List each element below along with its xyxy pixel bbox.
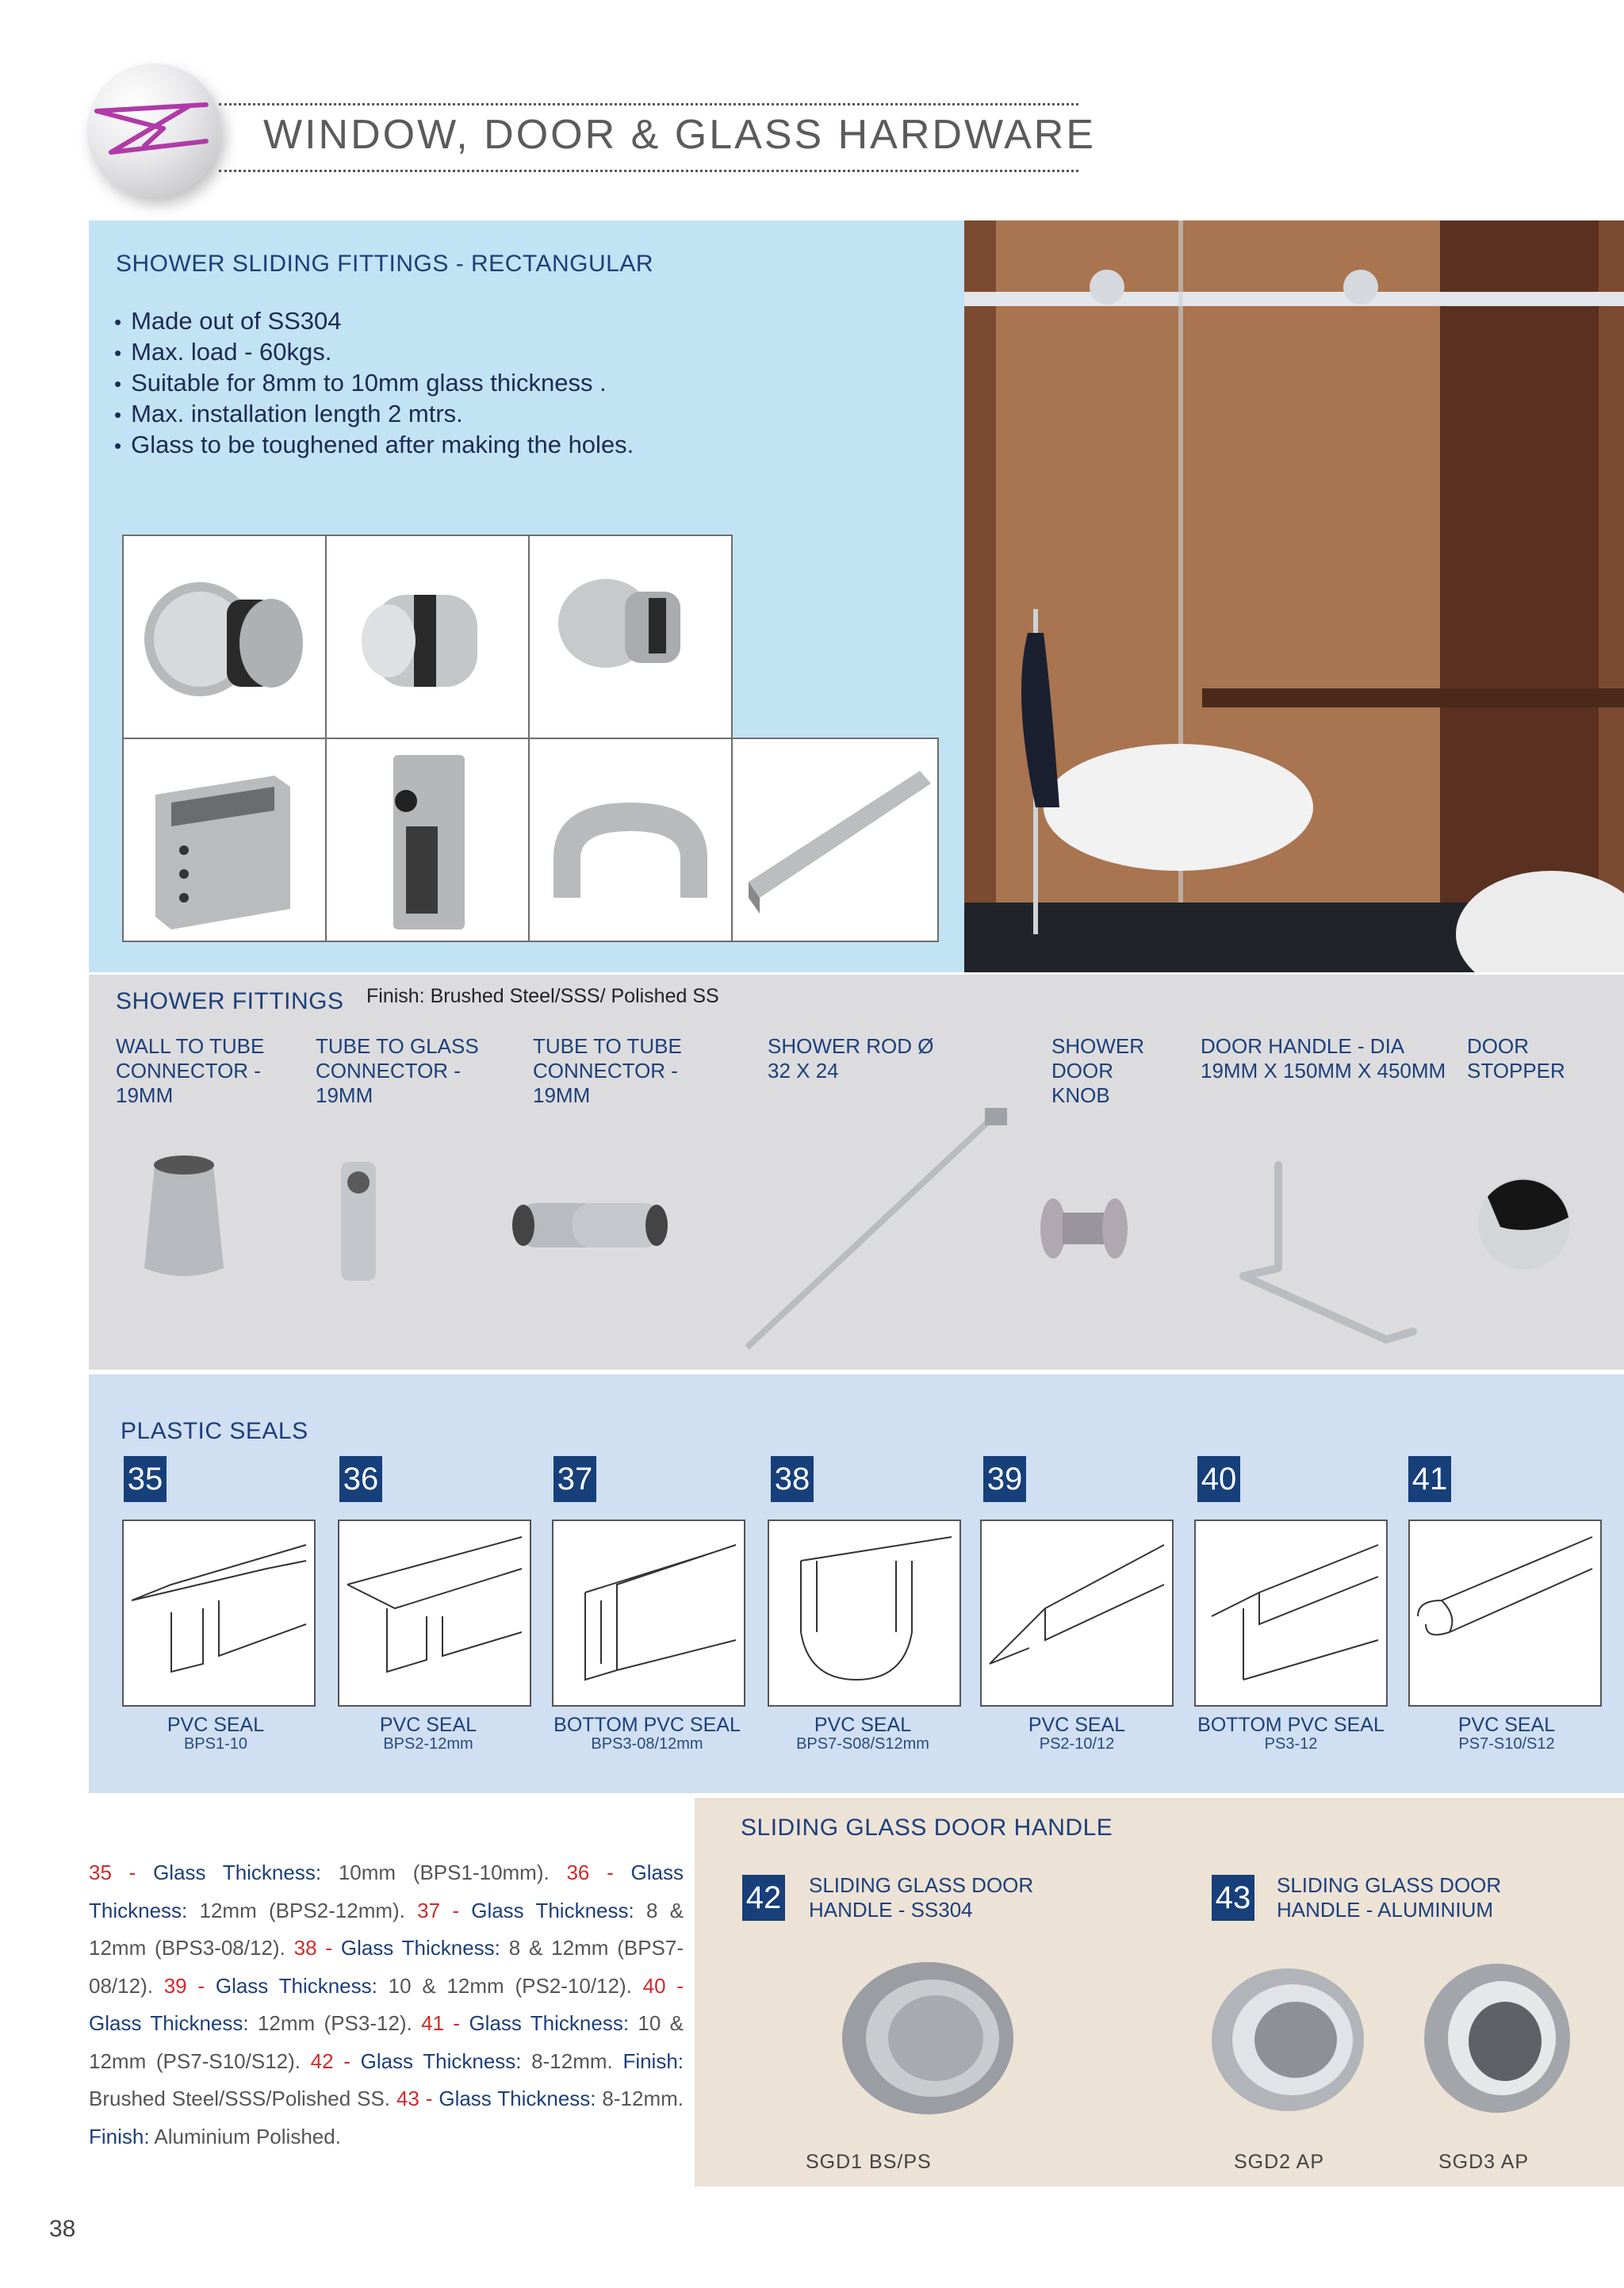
seal-code: BPS3-08/12mm — [591, 1735, 703, 1753]
seal-code: PS3-12 — [1264, 1735, 1318, 1753]
seal-diagram — [768, 1520, 961, 1707]
door-stopper-icon — [1478, 1178, 1570, 1270]
product-photo-round-clamp — [122, 535, 327, 739]
seal-diagram — [1194, 1520, 1388, 1707]
seal-number-badge: 36 — [339, 1456, 382, 1502]
shower-fittings-title: SHOWER FITTINGS — [116, 988, 344, 1014]
fitting-label: DOOR STOPPER — [1467, 1034, 1565, 1083]
product-photo-tube-bracket — [325, 738, 530, 942]
seal-number-badge: 39 — [983, 1456, 1026, 1502]
product-code: SGD1 BS/PS — [806, 2151, 932, 2173]
door-handle-icon — [1243, 1165, 1413, 1339]
round-handle-aluminium-icon — [1418, 1959, 1576, 2117]
seal-name: PVC SEAL — [167, 1714, 265, 1736]
seal-diagram — [552, 1520, 745, 1707]
feature-item: • Suitable for 8mm to 10mm glass thickness . — [114, 368, 634, 399]
tube-to-glass-connector-icon — [341, 1162, 376, 1281]
seal-name: PVC SEAL — [1028, 1714, 1126, 1736]
feature-item: • Max. installation length 2 mtrs. — [114, 399, 634, 430]
fitting-label: WALL TO TUBE CONNECTOR - 19MM — [116, 1034, 265, 1107]
handle-number-badge: 42 — [742, 1875, 785, 1921]
product-photo-rect-connector — [122, 738, 327, 942]
fitting-label: TUBE TO GLASS CONNECTOR - 19MM — [316, 1034, 479, 1107]
seal-name: BOTTOM PVC SEAL — [1197, 1714, 1385, 1736]
seal-code: PS2-10/12 — [1039, 1735, 1115, 1753]
product-photo-u-clamp — [528, 738, 733, 942]
fitting-label: TUBE TO TUBE CONNECTOR - 19MM — [533, 1034, 682, 1107]
header-rule-top — [219, 103, 1078, 105]
fittings-illustrations — [89, 975, 1624, 1370]
seal-name: PVC SEAL — [814, 1714, 912, 1736]
product-code: SGD3 AP — [1438, 2151, 1529, 2173]
fitting-label: SHOWER DOOR KNOB — [1051, 1034, 1144, 1107]
seal-number-badge: 35 — [124, 1456, 167, 1502]
seal-name: BOTTOM PVC SEAL — [553, 1714, 741, 1736]
plastic-seals-title: PLASTIC SEALS — [121, 1418, 308, 1444]
wall-to-tube-connector-icon — [144, 1155, 224, 1276]
shower-door-knob-icon — [1040, 1198, 1128, 1259]
seal-name: PVC SEAL — [379, 1714, 477, 1736]
product-photo-cylinder-clamp — [325, 535, 530, 739]
fitting-label: SHOWER ROD Ø 32 X 24 — [768, 1034, 934, 1083]
rectangular-title: SHOWER SLIDING FITTINGS - RECTANGULAR — [116, 251, 653, 277]
fitting-label: DOOR HANDLE - DIA 19MM X 150MM X 450MM — [1201, 1034, 1446, 1083]
seal-code: BPS2-12mm — [383, 1735, 473, 1753]
product-code: SGD2 AP — [1234, 2151, 1324, 2173]
finish-note: Finish: Brushed Steel/SSS/ Polished SS — [366, 985, 719, 1007]
seal-code: BPS7-S08/S12mm — [796, 1735, 929, 1753]
flush-handle-aluminium-icon — [1204, 1962, 1375, 2117]
product-photo-small-clamp — [528, 535, 733, 739]
seal-diagram — [1408, 1520, 1602, 1707]
feature-item: • Glass to be toughened after making the holes. — [114, 430, 634, 461]
hinge-icon — [87, 63, 220, 197]
header-rule-bottom — [219, 170, 1078, 172]
seal-number-badge: 41 — [1408, 1456, 1451, 1502]
feature-item: • Made out of SS304 — [114, 306, 634, 337]
seal-code: BPS1-10 — [183, 1735, 248, 1753]
seal-number-badge: 38 — [771, 1456, 814, 1502]
feature-list — [114, 306, 634, 461]
seal-number-badge: 37 — [553, 1456, 596, 1502]
seal-number-badge: 40 — [1197, 1456, 1240, 1502]
seal-name: PVC SEAL — [1457, 1714, 1556, 1736]
handle-number-badge: 43 — [1212, 1875, 1254, 1921]
shower-rod-icon — [747, 1108, 1007, 1347]
flush-handle-ss-icon — [825, 1959, 1031, 2117]
product-photo-rect-rail — [731, 738, 939, 942]
tube-to-tube-connector-icon — [512, 1203, 668, 1247]
page-title: WINDOW, DOOR & GLASS HARDWARE — [263, 112, 1097, 158]
sliding-handle-title: SLIDING GLASS DOOR HANDLE — [741, 1815, 1113, 1841]
glass-thickness-description: 35 - Glass Thickness: 10mm (BPS1-10mm). 36 - Glass Thickness: 12mm (BPS2-12mm). 37 - Glass Thickness: 8 & 12mm (BPS3-08/12). 38 - Glass Thickness: 8 & 12mm (BPS7-08/12). 39 - Glass Thickness: 10 & 12mm (PS2-10/12). 40 - Glass Thickness: 12mm (PS3-12). 41 - Glass Thickness: 10 & 12mm (PS7-S10/S12). 42 - Glass Thickness: 8-12mm. Finish: Brushed Steel/SSS/Polished SS. 43 - Glass Thickness: 8-12mm. Finish: Aluminium Polished. — [89, 1861, 684, 2148]
handle-name: SLIDING GLASS DOOR HANDLE - SS304 — [809, 1873, 1034, 1922]
seal-code: PS7-S10/S12 — [1458, 1735, 1555, 1753]
page-number: 38 — [49, 2216, 76, 2242]
seal-diagram — [980, 1520, 1174, 1707]
handle-name: SLIDING GLASS DOOR HANDLE - ALUMINIUM — [1277, 1873, 1502, 1922]
seal-diagram — [122, 1520, 316, 1707]
bathroom-photo — [964, 220, 1624, 972]
feature-item: • Max. load - 60kgs. — [114, 337, 634, 368]
seal-diagram — [338, 1520, 531, 1707]
section-logo — [87, 63, 220, 197]
